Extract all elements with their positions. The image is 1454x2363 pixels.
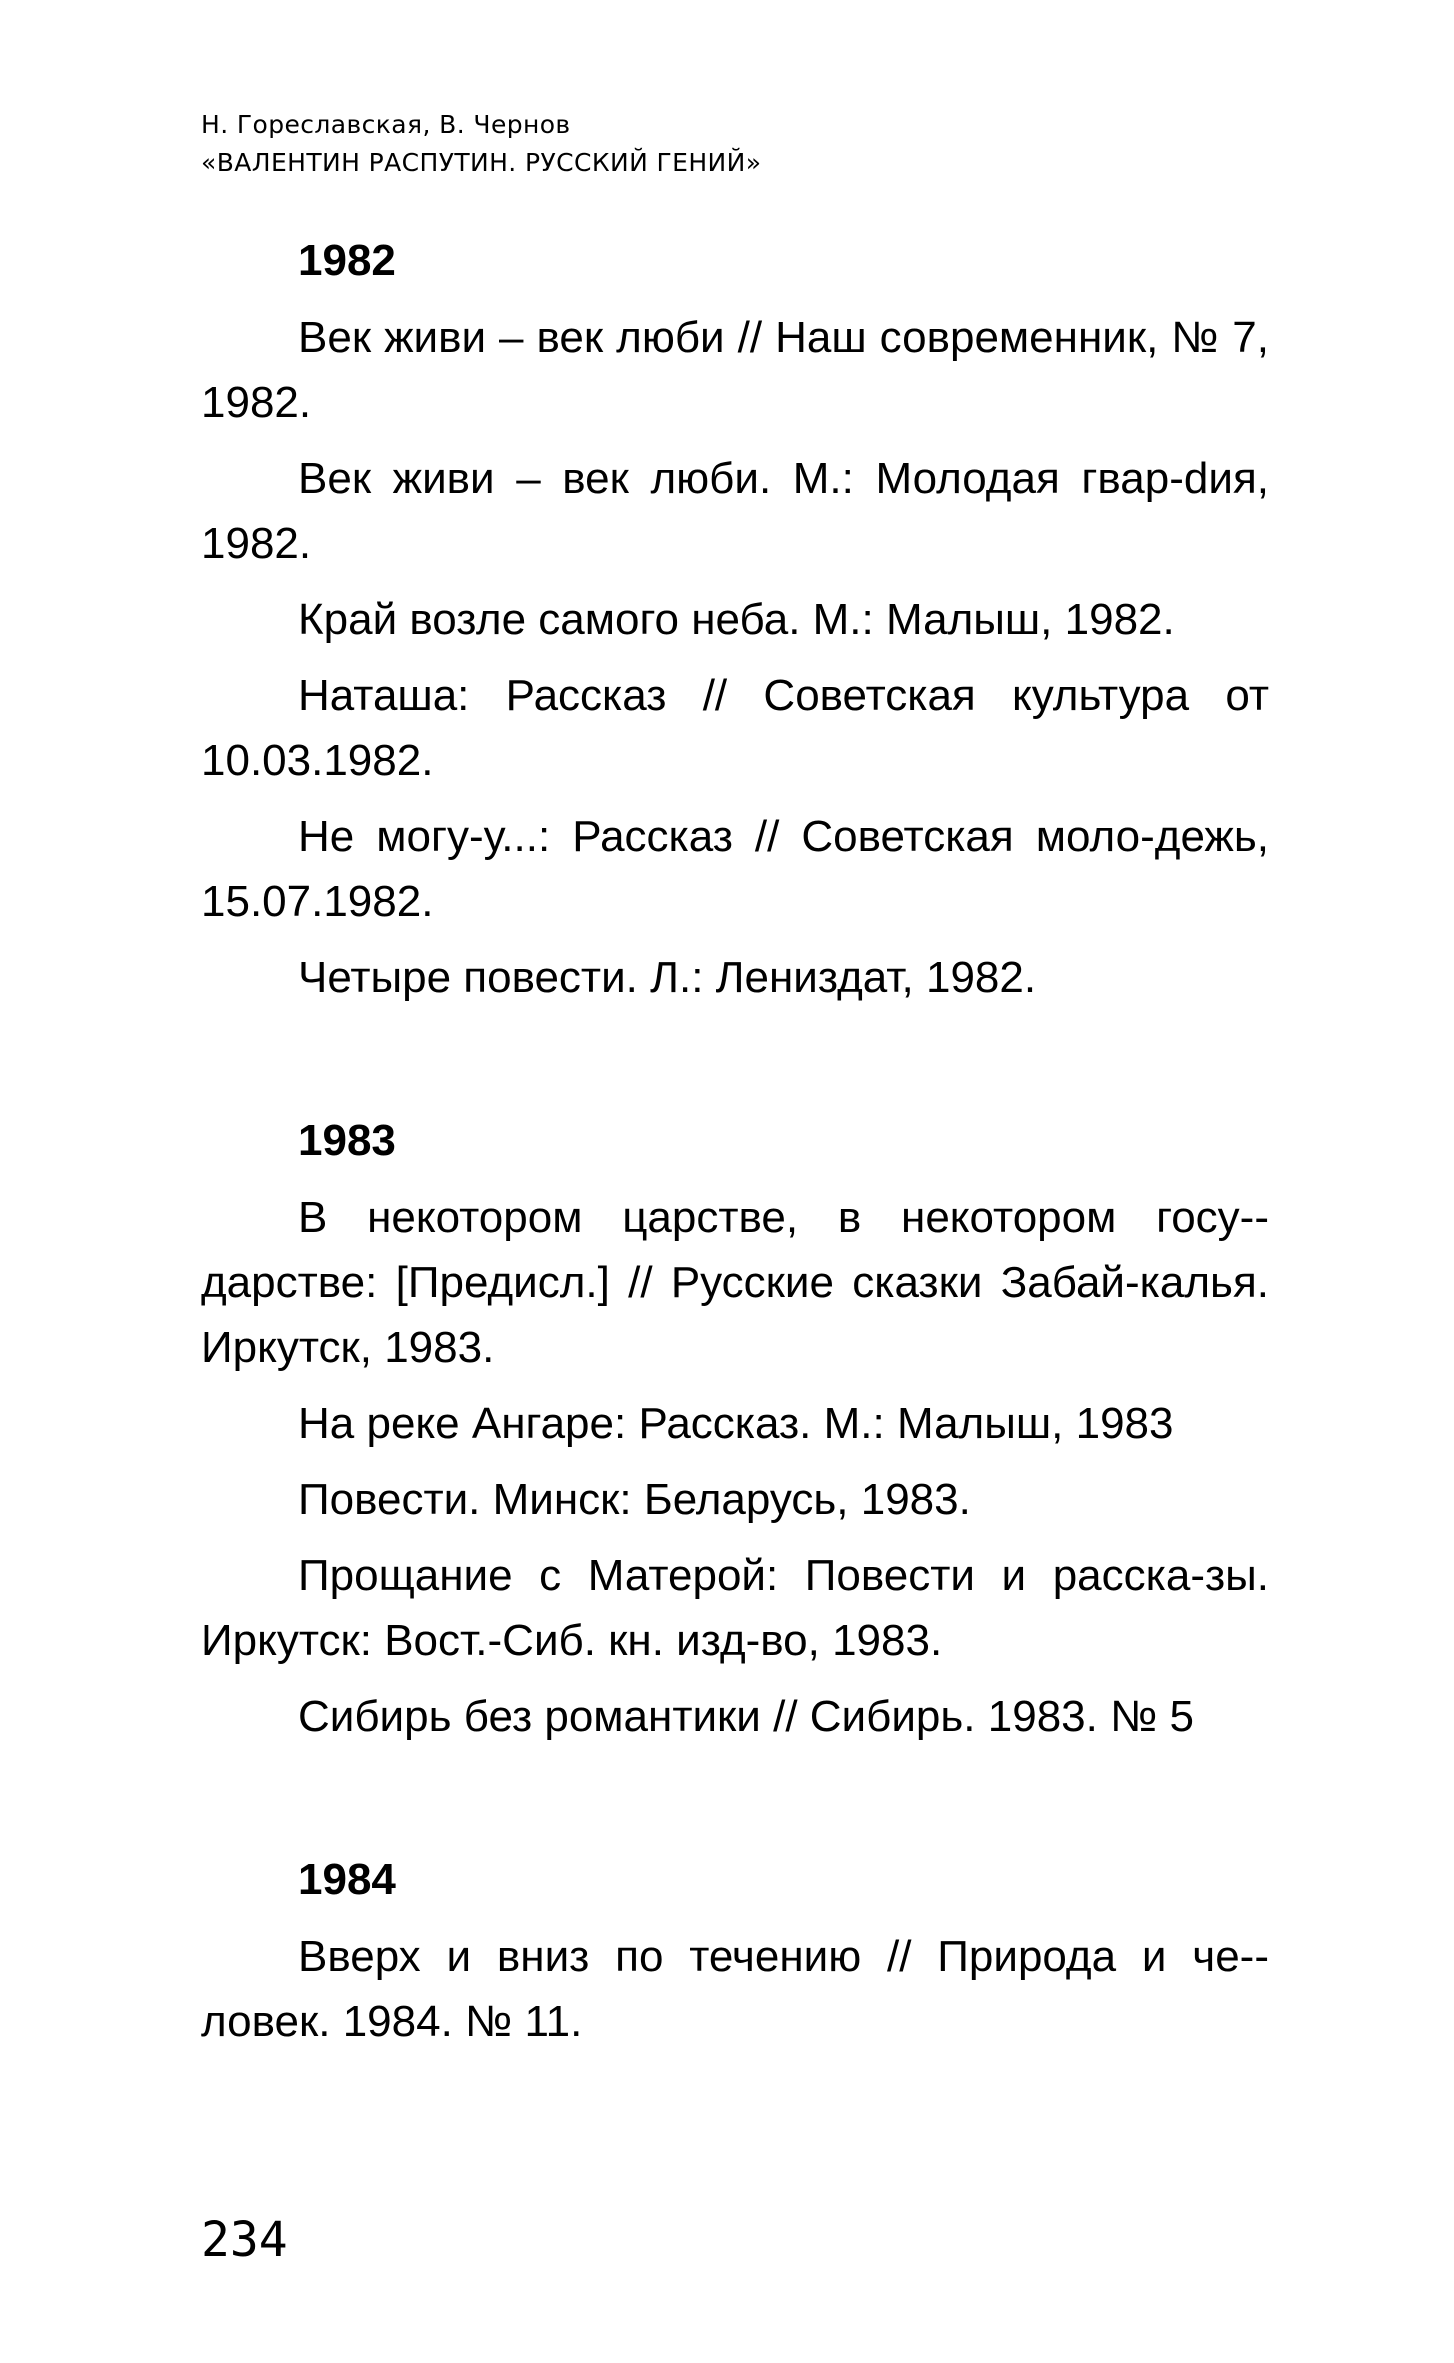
bibliography-entry: Вверх и вниз по течению // Природа и че-ловек. 1984. № 11. [201,1932,1269,2046]
bibliography-entry: Не могу-у...: Рассказ // Советская моло-дежь, 15.07.1982. [201,812,1269,926]
bibliography-entry: В некотором царстве, в некотором госу-дарстве: [Предисл.] // Русские сказки Забай-калья. Иркутск, 1983. [201,1193,1269,1372]
year-section-1982 [201,228,1269,1010]
bibliography-list [201,228,1269,2065]
bibliography-entry: Край возле самого неба. М.: Малыш, 1982. [298,595,1175,644]
header-authors: Н. Гореславская, В. Чернов [201,110,571,139]
bibliography-entry: Повести. Минск: Беларусь, 1983. [298,1475,971,1524]
year-heading: 1983 [298,1116,396,1165]
running-header [201,106,761,182]
year-heading: 1984 [298,1855,396,1904]
header-book-title: «ВАЛЕНТИН РАСПУТИН. РУССКИЙ ГЕНИЙ» [201,148,762,177]
year-section-1983 [201,1108,1269,1749]
year-section-1984 [201,1847,1269,2054]
page-number: 234 [201,2212,288,2268]
bibliography-entry: Век живи – век люби. М.: Молодая гвар-dия, 1982. [201,454,1269,568]
bibliography-entry: Четыре повести. Л.: Лениздат, 1982. [298,953,1037,1002]
bibliography-entry: Сибирь без романтики // Сибирь. 1983. № 5 [298,1692,1194,1741]
year-heading: 1982 [298,236,396,285]
bibliography-entry: Прощание с Матерой: Повести и расска-зы. Иркутск: Вост.-Сиб. кн. изд-во, 1983. [201,1551,1269,1665]
bibliography-entry: На реке Ангаре: Рассказ. М.: Малыш, 1983 [298,1399,1174,1448]
bibliography-entry: Наташа: Рассказ // Советская культура от 10.03.1982. [201,671,1269,785]
bibliography-entry: Век живи – век люби // Наш современник, № 7, 1982. [201,313,1269,427]
